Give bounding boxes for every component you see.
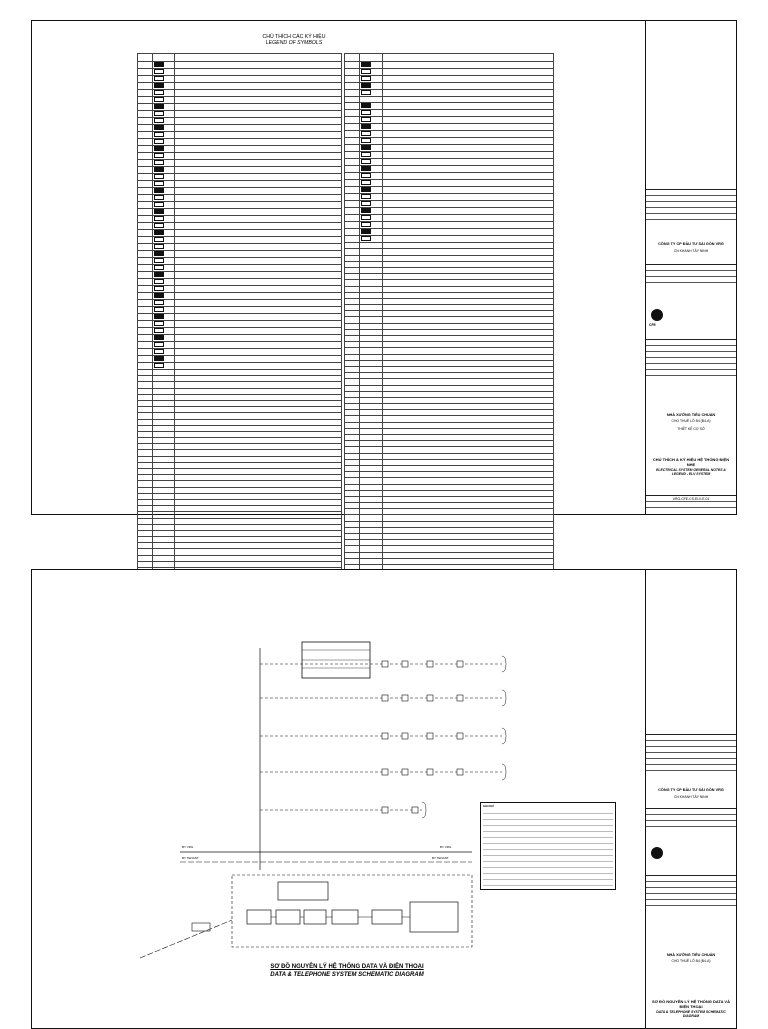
legend-title [32,35,556,47]
legend-symbol-icon [154,69,164,74]
legend-symbol-icon [154,83,164,88]
legend-symbol-icon [154,139,164,144]
legend-row [138,265,342,272]
legend-symbol-icon [154,272,164,277]
legend-symbol-icon [361,236,371,241]
legend-row [138,258,342,265]
legend-row [138,209,342,216]
schematic-diagram [32,570,648,1025]
legend-row [138,363,342,370]
consultant-name: CFE [649,323,656,327]
legend-row [345,180,554,187]
notes-box [480,802,616,890]
legend-row [345,229,554,236]
legend-symbol-icon [154,356,164,361]
legend-row [138,230,342,237]
legend-row [138,153,342,160]
server-room-boundary [232,875,472,947]
legend-row [138,83,342,90]
legend-symbol-icon [154,279,164,284]
project-name-bottom: NHÀ XƯỞNG TIÊU CHUẨN [666,953,716,957]
legend-row [138,307,342,314]
legend-symbol-icon [361,110,371,115]
client-branch: CN KHANH TÂY NINH [673,249,709,253]
legend-row [345,83,554,90]
label-by-vrg-right: BY VRG [440,845,452,849]
project-sub: CHO THUÊ LÔ B4 (B4-A) [671,419,711,423]
legend-row [345,117,554,124]
legend-symbol-icon [154,202,164,207]
legend-symbol-icon [154,62,164,67]
legend-row [345,138,554,145]
legend-symbol-icon [361,117,371,122]
legend-symbol-icon [154,223,164,228]
legend-symbol-icon [361,76,371,81]
legend-symbol-icon [154,265,164,270]
legend-symbol-icon [154,76,164,81]
legend-symbol-icon [361,83,371,88]
legend-row [138,181,342,188]
legend-row [138,321,342,328]
legend-table-left [137,53,342,611]
legend-row [345,236,554,243]
legend-row [138,76,342,83]
legend-row [345,152,554,159]
diagram-title [202,964,492,980]
legend-row [345,62,554,69]
legend-symbol-icon [154,181,164,186]
legend-symbol-icon [154,153,164,158]
legend-content [32,21,646,514]
legend-symbol-icon [361,138,371,143]
legend-symbol-icon [361,187,371,192]
client-company-bottom: CÔNG TY CP ĐẦU TƯ SÀI GÒN VRG [658,788,724,792]
legend-row [138,223,342,230]
legend-symbol-icon [154,167,164,172]
legend-header-row [345,54,554,62]
legend-row [138,104,342,111]
legend-row [345,187,554,194]
legend-symbol-icon [154,251,164,256]
legend-symbol-icon [154,293,164,298]
notes-heading: GHI CHÚ [483,805,494,808]
legend-symbol-icon [154,314,164,319]
legend-row [138,202,342,209]
legend-row [345,159,554,166]
legend-title-vn: CHÚ THÍCH CÁC KÝ HIỆU [262,34,326,40]
legend-symbol-icon [361,180,371,185]
legend-symbol-icon [361,124,371,129]
legend-row [138,118,342,125]
legend-symbol-icon [361,201,371,206]
legend-symbol-icon [361,159,371,164]
legend-symbol-icon [361,131,371,136]
drawing-number: VRG-CFE-CS-ELV-E-01 [672,497,710,501]
legend-symbol-icon [154,146,164,151]
legend-symbol-icon [361,103,371,108]
legend-header-row [138,54,342,62]
consultant-logo-bottom [651,847,663,859]
legend-symbol-icon [154,90,164,95]
legend-symbol-icon [154,244,164,249]
project-name: NHÀ XƯỞNG TIÊU CHUẨN [666,413,716,417]
drawing-title-bottom: SƠ ĐỒ NGUYÊN LÝ HỆ THỐNG DATA VÀ ĐIỆN THOẠI [651,999,730,1009]
legend-row [138,195,342,202]
legend-row [345,131,554,138]
legend-row [138,125,342,132]
legend-row [345,173,554,180]
legend-symbol-icon [154,321,164,326]
drawing-title-en-bottom: DATA & TELEPHONE SYSTEM SCHEMATIC DIAGRAM [656,1010,726,1019]
legend-row [138,300,342,307]
legend-row [345,69,554,76]
legend-symbol-icon [361,222,371,227]
drawing-title: CHÚ THÍCH & KÝ HIỆU HỆ THỐNG ĐIỆN NHẸ [652,457,730,467]
title-block-bottom [645,570,736,1028]
legend-symbol-icon [361,90,371,95]
legend-symbol-icon [361,152,371,157]
legend-row [138,62,342,69]
legend-row [138,349,342,356]
legend-row [138,342,342,349]
legend-symbol-icon [154,349,164,354]
consultant-logo [651,309,663,321]
legend-symbol-icon [154,209,164,214]
project-sub-bottom: CHO THUÊ LÔ B4 (B4-A) [671,959,711,963]
legend-title-en: LEGEND OF SYMBOLS [265,39,323,46]
legend-row [345,124,554,131]
legend-symbol-icon [154,174,164,179]
legend-sheet [31,20,737,515]
legend-table-right [344,53,554,596]
schematic-content [32,570,646,1028]
label-by-vrg-left: BY VRG [182,845,194,849]
legend-row [138,286,342,293]
legend-row [345,90,554,97]
legend-row [138,328,342,335]
legend-symbol-icon [154,195,164,200]
legend-row [345,222,554,229]
legend-row [138,293,342,300]
client-company: CÔNG TY CP ĐẦU TƯ SÀI GÒN VRG [658,242,724,246]
legend-row [345,166,554,173]
legend-symbol-icon [154,104,164,109]
legend-row [138,146,342,153]
legend-row [138,111,342,118]
legend-symbol-icon [361,145,371,150]
legend-row [138,279,342,286]
legend-row [345,103,554,110]
label-by-tenant-right: BY TENANT [432,856,449,860]
legend-row [138,90,342,97]
legend-row [138,160,342,167]
legend-symbol-icon [154,125,164,130]
legend-symbol-icon [154,188,164,193]
legend-symbol-icon [154,237,164,242]
legend-symbol-icon [154,258,164,263]
legend-row [345,145,554,152]
legend-symbol-icon [361,69,371,74]
diagram-title-vn: SƠ ĐỒ NGUYÊN LÝ HỆ THỐNG DATA VÀ ĐIỆN THOẠI [270,964,424,970]
legend-row [138,244,342,251]
legend-row [138,314,342,321]
legend-symbol-icon [361,215,371,220]
legend-symbol-icon [361,208,371,213]
legend-symbol-icon [154,160,164,165]
legend-row [138,272,342,279]
legend-symbol-icon [154,342,164,347]
label-by-tenant-left: BY TENANT [182,856,199,860]
legend-row [345,208,554,215]
legend-row [138,69,342,76]
legend-row [138,174,342,181]
legend-row [138,167,342,174]
legend-row [138,251,342,258]
legend-row [138,216,342,223]
legend-symbol-icon [154,118,164,123]
legend-row [345,201,554,208]
client-branch-bottom: CN KHANH TÂY NINH [673,795,709,799]
legend-symbol-icon [154,335,164,340]
legend-row [345,76,554,83]
legend-symbol-icon [154,363,164,368]
legend-symbol-icon [361,173,371,178]
legend-symbol-icon [154,328,164,333]
legend-symbol-icon [154,216,164,221]
legend-row [138,188,342,195]
legend-row [138,97,342,104]
legend-row [138,139,342,146]
legend-symbol-icon [154,132,164,137]
legend-row [345,110,554,117]
legend-symbol-icon [361,166,371,171]
legend-symbol-icon [154,286,164,291]
legend-symbol-icon [361,62,371,67]
legend-row [138,132,342,139]
legend-symbol-icon [361,194,371,199]
title-block [645,21,736,514]
legend-row [138,335,342,342]
schematic-sheet [31,569,737,1029]
legend-symbol-icon [154,307,164,312]
legend-symbol-icon [154,300,164,305]
legend-symbol-icon [154,230,164,235]
legend-row [138,237,342,244]
drawing-title-en: ELECTRICAL SYSTEM GENERAL NOTES & LEGEND - ELV SYSTEM [656,468,726,477]
legend-symbol-icon [154,97,164,102]
legend-row [345,215,554,222]
diagram-title-en: DATA & TELEPHONE SYSTEM SCHEMATIC DIAGRAM [270,971,424,978]
legend-symbol-icon [154,111,164,116]
legend-row [138,356,342,363]
legend-row [345,194,554,201]
revision-grid [646,189,736,220]
legend-symbol-icon [361,229,371,234]
design-stage: THIẾT KẾ CƠ SỞ [677,427,705,431]
